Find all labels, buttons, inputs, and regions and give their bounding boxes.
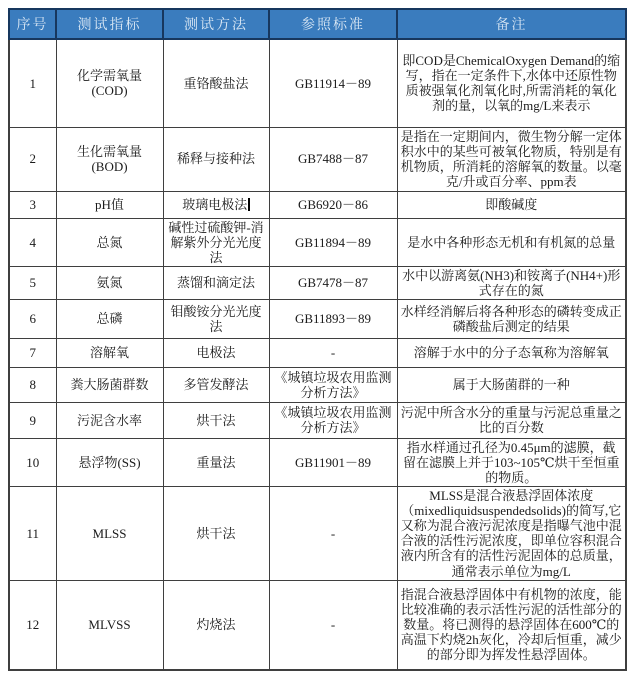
cell-method-text: 烘干法 (196, 525, 236, 541)
cell-indicator-text: 溶解氧 (89, 345, 129, 361)
cell-remark[interactable] (397, 367, 626, 402)
cell-remark-text: 即COD是ChemicalOxygen Demand的缩写，指在一定条件下,水体中还原性物质被强氧化剂氧化时,所需消耗的氧化剂的量，以氧的mg/L来表示 (402, 53, 621, 114)
cell-no[interactable] (9, 266, 56, 299)
cell-standard[interactable] (269, 218, 397, 266)
cell-method-text: 稀释与接种法 (176, 151, 255, 167)
cell-indicator-text: 氨氮 (96, 275, 123, 291)
table-row (9, 218, 626, 266)
cell-indicator[interactable] (56, 39, 163, 127)
cell-method[interactable] (163, 487, 269, 580)
cell-standard-text: GB11914－89 (294, 75, 372, 91)
cell-indicator-text: 化学需氧量(COD) (76, 68, 142, 99)
cell-indicator[interactable] (56, 299, 163, 338)
table-row (9, 191, 626, 218)
cell-no-text: 6 (29, 311, 36, 327)
cell-remark[interactable] (397, 438, 626, 486)
cell-no[interactable] (9, 402, 56, 438)
cell-no-text: 12 (26, 617, 40, 633)
cell-standard-text: 《城镇垃圾农用监测分析方法》 (274, 405, 392, 436)
cell-remark-text: MLSS是混合液悬浮固体浓度（mixedliquidsuspendedsolids)的简写,它又称为混合液污泥浓度是指曝气池中混合液的活性污泥浓度，即单位容积混合液内所含有的活性污泥固体的总质量，通常表示单位为mg/L (400, 488, 622, 579)
cell-standard[interactable] (269, 487, 397, 580)
cell-indicator-text: 总氮 (96, 234, 123, 250)
cell-standard[interactable] (269, 367, 397, 402)
cell-indicator-text: 污泥含水率 (76, 412, 142, 428)
table-row (9, 367, 626, 402)
cell-remark[interactable] (397, 218, 626, 266)
cell-standard-text: GB11901－89 (294, 454, 372, 470)
cell-remark[interactable] (397, 338, 626, 367)
cell-no-text: 7 (29, 345, 36, 361)
cell-method-text: 蒸馏和滴定法 (176, 275, 255, 291)
table-row (9, 580, 626, 670)
cell-standard-text: GB7488－87 (297, 151, 369, 167)
table-body (9, 39, 626, 670)
text-cursor (248, 198, 250, 211)
cell-remark[interactable] (397, 127, 626, 191)
cell-no[interactable] (9, 39, 56, 127)
cell-indicator[interactable] (56, 367, 163, 402)
cell-method-text: 钼酸铵分光光度法 (170, 303, 262, 334)
table-row (9, 487, 626, 580)
cell-standard[interactable] (269, 580, 397, 670)
cell-no-text: 3 (29, 196, 36, 212)
cell-method[interactable] (163, 338, 269, 367)
cell-remark[interactable] (397, 266, 626, 299)
cell-remark-text: 是水中各种形态无机和有机氮的总量 (407, 234, 616, 250)
cell-standard[interactable] (269, 127, 397, 191)
cell-remark-text: 污泥中所含水分的重量与污泥总重量之比的百分数 (400, 405, 622, 436)
table-row (9, 299, 626, 338)
cell-no-text: 1 (29, 75, 36, 91)
cell-remark-text: 即酸碱度 (485, 196, 538, 212)
cell-remark[interactable] (397, 299, 626, 338)
cell-indicator[interactable] (56, 191, 163, 218)
cell-no-text: 11 (26, 525, 40, 541)
cell-indicator[interactable] (56, 438, 163, 486)
cell-no[interactable] (9, 218, 56, 266)
cell-indicator[interactable] (56, 218, 163, 266)
cell-no[interactable] (9, 299, 56, 338)
cell-indicator[interactable] (56, 127, 163, 191)
cell-standard[interactable] (269, 438, 397, 486)
table-row (9, 127, 626, 191)
cell-method[interactable] (163, 191, 269, 218)
cell-standard-text: GB6920－86 (297, 196, 369, 212)
cell-standard-text: GB11893－89 (294, 311, 372, 327)
header-indicator[interactable]: 测试指标 (56, 9, 163, 39)
cell-standard-text: - (330, 345, 336, 361)
test-indicator-table (8, 8, 627, 671)
header-standard[interactable]: 参照标准 (269, 9, 397, 39)
header-row (9, 9, 626, 39)
cell-method[interactable] (163, 218, 269, 266)
cell-method-text: 重铬酸盐法 (183, 75, 249, 91)
cell-remark-text: 水样经消解后将各种形态的磷转变成正磷酸盐后测定的结果 (400, 303, 622, 334)
table-row (9, 338, 626, 367)
cell-standard-text: - (330, 617, 336, 633)
cell-no-text: 10 (26, 454, 40, 470)
cell-indicator[interactable] (56, 266, 163, 299)
cell-method[interactable] (163, 127, 269, 191)
cell-method[interactable] (163, 299, 269, 338)
table-row (9, 266, 626, 299)
cell-indicator[interactable] (56, 487, 163, 580)
cell-no-text: 8 (29, 377, 36, 393)
cell-standard-text: GB7478－87 (297, 275, 369, 291)
cell-standard[interactable] (269, 338, 397, 367)
cell-remark-text: 水中以游离氨(NH3)和铵离子(NH4+)形式存在的氮 (402, 267, 621, 298)
cell-method-text: 重量法 (196, 454, 236, 470)
cell-standard[interactable] (269, 402, 397, 438)
cell-method-text: 烘干法 (196, 412, 236, 428)
cell-remark[interactable] (397, 580, 626, 670)
cell-remark-text: 指混合液悬浮固体中有机物的浓度，能比较准确的表示活性污泥的活性部分的数量。将已测得的悬浮固体在600℃的高温下灼烧2h灰化，冷却后恒重，减少的部分即为挥发性悬浮固体。 (400, 587, 622, 663)
cell-indicator-text: MLVSS (88, 617, 131, 633)
cell-remark-text: 溶解于水中的分子态氧称为溶解氧 (413, 345, 609, 361)
cell-standard[interactable] (269, 191, 397, 218)
cell-remark-text: 是指在一定期间内，微生物分解一定体积水中的某些可被氧化物质，特别是有机物质，所消耗的溶解氧的数量。以毫克/升或百分率、ppm表 (400, 128, 622, 190)
cell-method[interactable] (163, 367, 269, 402)
cell-method-text: 玻璃电极法 (182, 196, 248, 212)
cell-method-text: 多管发酵法 (183, 377, 249, 393)
cell-no-text: 2 (29, 151, 36, 167)
cell-no-text: 9 (29, 412, 36, 428)
cell-standard[interactable] (269, 266, 397, 299)
cell-method[interactable] (163, 580, 269, 670)
cell-indicator-text: MLSS (92, 525, 127, 541)
cell-method[interactable] (163, 438, 269, 486)
cell-method[interactable] (163, 266, 269, 299)
cell-indicator-text: 总磷 (96, 311, 123, 327)
cell-standard-text: 《城镇垃圾农用监测分析方法》 (274, 369, 392, 400)
cell-no[interactable] (9, 487, 56, 580)
table-row (9, 39, 626, 127)
header-no[interactable]: 序号 (9, 9, 56, 39)
cell-standard-text: - (330, 525, 336, 541)
cell-method[interactable] (163, 402, 269, 438)
table-row (9, 438, 626, 486)
cell-indicator-text: 悬浮物(SS) (78, 454, 141, 470)
cell-remark-text: 指水样通过孔径为0.45μm的滤膜，截留在滤膜上并于103~105℃烘干至恒重的物质。 (402, 439, 620, 486)
cell-standard[interactable] (269, 39, 397, 127)
cell-no[interactable] (9, 338, 56, 367)
cell-method-text: 灼烧法 (196, 617, 236, 633)
cell-standard[interactable] (269, 299, 397, 338)
cell-remark-text: 属于大肠菌群的一种 (452, 377, 570, 393)
cell-method-text: 电极法 (196, 345, 236, 361)
cell-remark[interactable] (397, 402, 626, 438)
cell-indicator[interactable] (56, 338, 163, 367)
cell-indicator[interactable] (56, 402, 163, 438)
cell-no[interactable] (9, 438, 56, 486)
header-method[interactable]: 测试方法 (163, 9, 269, 39)
cell-no-text: 5 (29, 275, 36, 291)
cell-standard-text: GB11894－89 (294, 234, 372, 250)
cell-indicator[interactable] (56, 580, 163, 670)
cell-indicator-text: 生化需氧量(BOD) (76, 143, 142, 174)
cell-remark[interactable] (397, 191, 626, 218)
cell-no[interactable] (9, 580, 56, 670)
cell-no[interactable] (9, 191, 56, 218)
cell-indicator-text: 粪大肠菌群数 (70, 377, 149, 393)
cell-no[interactable] (9, 367, 56, 402)
cell-remark[interactable] (397, 39, 626, 127)
header-remark[interactable]: 备注 (397, 9, 626, 39)
cell-remark[interactable] (397, 487, 626, 580)
cell-no[interactable] (9, 127, 56, 191)
cell-indicator-text: pH值 (95, 196, 124, 212)
cell-no-text: 4 (29, 234, 36, 250)
table-row (9, 402, 626, 438)
cell-method-text: 碱性过硫酸钾-消解紫外分光光度法 (168, 219, 264, 265)
cell-method[interactable] (163, 39, 269, 127)
